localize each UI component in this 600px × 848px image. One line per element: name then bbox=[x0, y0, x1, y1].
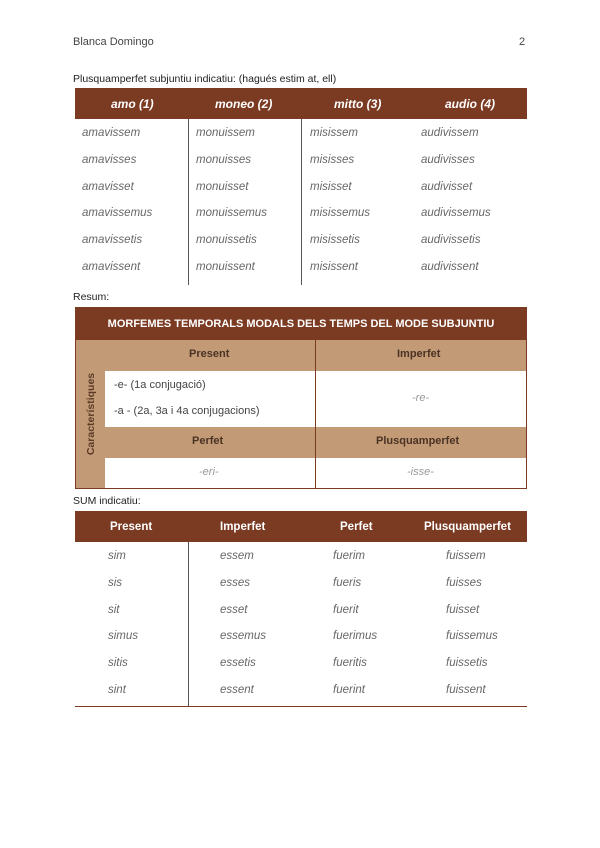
table-cell: essetis bbox=[220, 657, 256, 670]
present-morpheme-2: -a - (2a, 3a i 4a conjugacions) bbox=[114, 405, 260, 417]
table-cell: fuisses bbox=[446, 576, 482, 589]
table-cell: amavisses bbox=[82, 153, 137, 166]
section1-caption: Plusquamperfet subjuntiu indicatiu: (hagués estim at, ell) bbox=[73, 73, 337, 85]
page-number: 2 bbox=[519, 36, 526, 48]
table-cell: fuerint bbox=[333, 684, 365, 696]
table-cell: audivissemus bbox=[421, 207, 491, 220]
column-header: audio (4) bbox=[445, 96, 495, 111]
table-cell: audivissetis bbox=[421, 234, 481, 247]
table-cell: sit bbox=[108, 603, 120, 616]
table-cell: misisset bbox=[310, 180, 352, 193]
table-cell: monuisses bbox=[196, 153, 251, 166]
sum-indicative-table bbox=[75, 511, 527, 707]
imperfet-morpheme: -re- bbox=[412, 392, 430, 404]
plusquamperfet-morpheme: -isse- bbox=[407, 466, 434, 478]
present-morpheme-1: -e- (1a conjugació) bbox=[114, 379, 206, 391]
table-cell: essemus bbox=[220, 630, 267, 643]
column-header: moneo (2) bbox=[215, 96, 273, 111]
table-cell: misissetis bbox=[310, 234, 360, 247]
table-cell: misissent bbox=[310, 261, 358, 273]
perfet-header: Perfet bbox=[192, 435, 224, 447]
section2-caption: Resum: bbox=[73, 291, 110, 303]
perfet-morpheme: -eri- bbox=[199, 466, 219, 478]
table-cell: sint bbox=[108, 684, 126, 696]
section3-caption: SUM indicatiu: bbox=[73, 495, 141, 507]
pluperfect-table bbox=[75, 88, 527, 285]
table-cell: fuissent bbox=[446, 684, 486, 696]
table-cell: misissemus bbox=[310, 207, 371, 220]
column-divider bbox=[188, 542, 189, 706]
present-header: Present bbox=[189, 348, 230, 360]
table-cell: monuisset bbox=[196, 180, 249, 193]
table-cell: audivissem bbox=[421, 127, 479, 139]
plusquamperfet-header: Plusquamperfet bbox=[376, 435, 460, 447]
table-cell: fuisset bbox=[446, 603, 480, 616]
table-cell: fuerimus bbox=[333, 630, 378, 643]
table-cell: sim bbox=[108, 550, 126, 562]
pluperfect-table-header bbox=[75, 88, 527, 119]
table-cell: amavissemus bbox=[82, 207, 153, 220]
column-header: Present bbox=[110, 520, 153, 533]
sum-table-header bbox=[75, 511, 527, 542]
table-cell: audivissent bbox=[421, 261, 479, 273]
table-cell: audivisset bbox=[421, 180, 473, 193]
summary-table bbox=[75, 307, 527, 489]
table-cell: amavissetis bbox=[82, 234, 143, 247]
table-cell: amavissent bbox=[82, 261, 141, 273]
column-divider bbox=[301, 119, 302, 285]
table-cell: misisses bbox=[310, 153, 355, 166]
table-cell: monuissent bbox=[196, 261, 255, 273]
table-cell: monuissem bbox=[196, 127, 255, 139]
table-cell: amavisset bbox=[82, 180, 134, 193]
table-cell: essent bbox=[220, 684, 254, 696]
column-header: Plusquamperfet bbox=[424, 520, 511, 533]
pluperfect-table-body bbox=[75, 119, 527, 285]
column-header: Perfet bbox=[340, 520, 373, 533]
column-header: Imperfet bbox=[220, 520, 266, 533]
table-cell: audivisses bbox=[421, 153, 475, 166]
column-divider bbox=[188, 119, 189, 285]
imperfet-header: Imperfet bbox=[397, 348, 441, 360]
table-cell: sitis bbox=[108, 657, 128, 670]
table-cell: simus bbox=[108, 630, 139, 643]
summary-table-title: MORFEMES TEMPORALS MODALS DELS TEMPS DEL MODE SUBJUNTIU bbox=[76, 308, 526, 340]
column-header: mitto (3) bbox=[334, 96, 382, 111]
column-divider bbox=[315, 340, 316, 488]
table-cell: fuissemus bbox=[446, 630, 498, 643]
sum-table-body bbox=[75, 542, 527, 707]
table-cell: sis bbox=[108, 576, 123, 589]
author-name: Blanca Domingo bbox=[73, 36, 154, 48]
table-cell: monuissemus bbox=[196, 207, 267, 220]
table-cell: amavissem bbox=[82, 127, 141, 139]
table-cell: fuerit bbox=[333, 603, 359, 616]
side-label: Característiques bbox=[84, 372, 97, 456]
table-cell: essem bbox=[220, 550, 254, 562]
table-cell: esses bbox=[220, 576, 251, 589]
table-cell: fueris bbox=[333, 576, 362, 589]
table-cell: fueritis bbox=[333, 657, 367, 670]
side-label-cell bbox=[76, 340, 105, 488]
table-cell: fuerim bbox=[333, 550, 365, 562]
column-header: amo (1) bbox=[111, 96, 154, 111]
table-cell: monuissetis bbox=[196, 234, 257, 247]
table-cell: esset bbox=[220, 603, 248, 616]
table-cell: misissem bbox=[310, 127, 358, 139]
table-cell: fuissetis bbox=[446, 657, 488, 670]
table-cell: fuissem bbox=[446, 550, 486, 562]
